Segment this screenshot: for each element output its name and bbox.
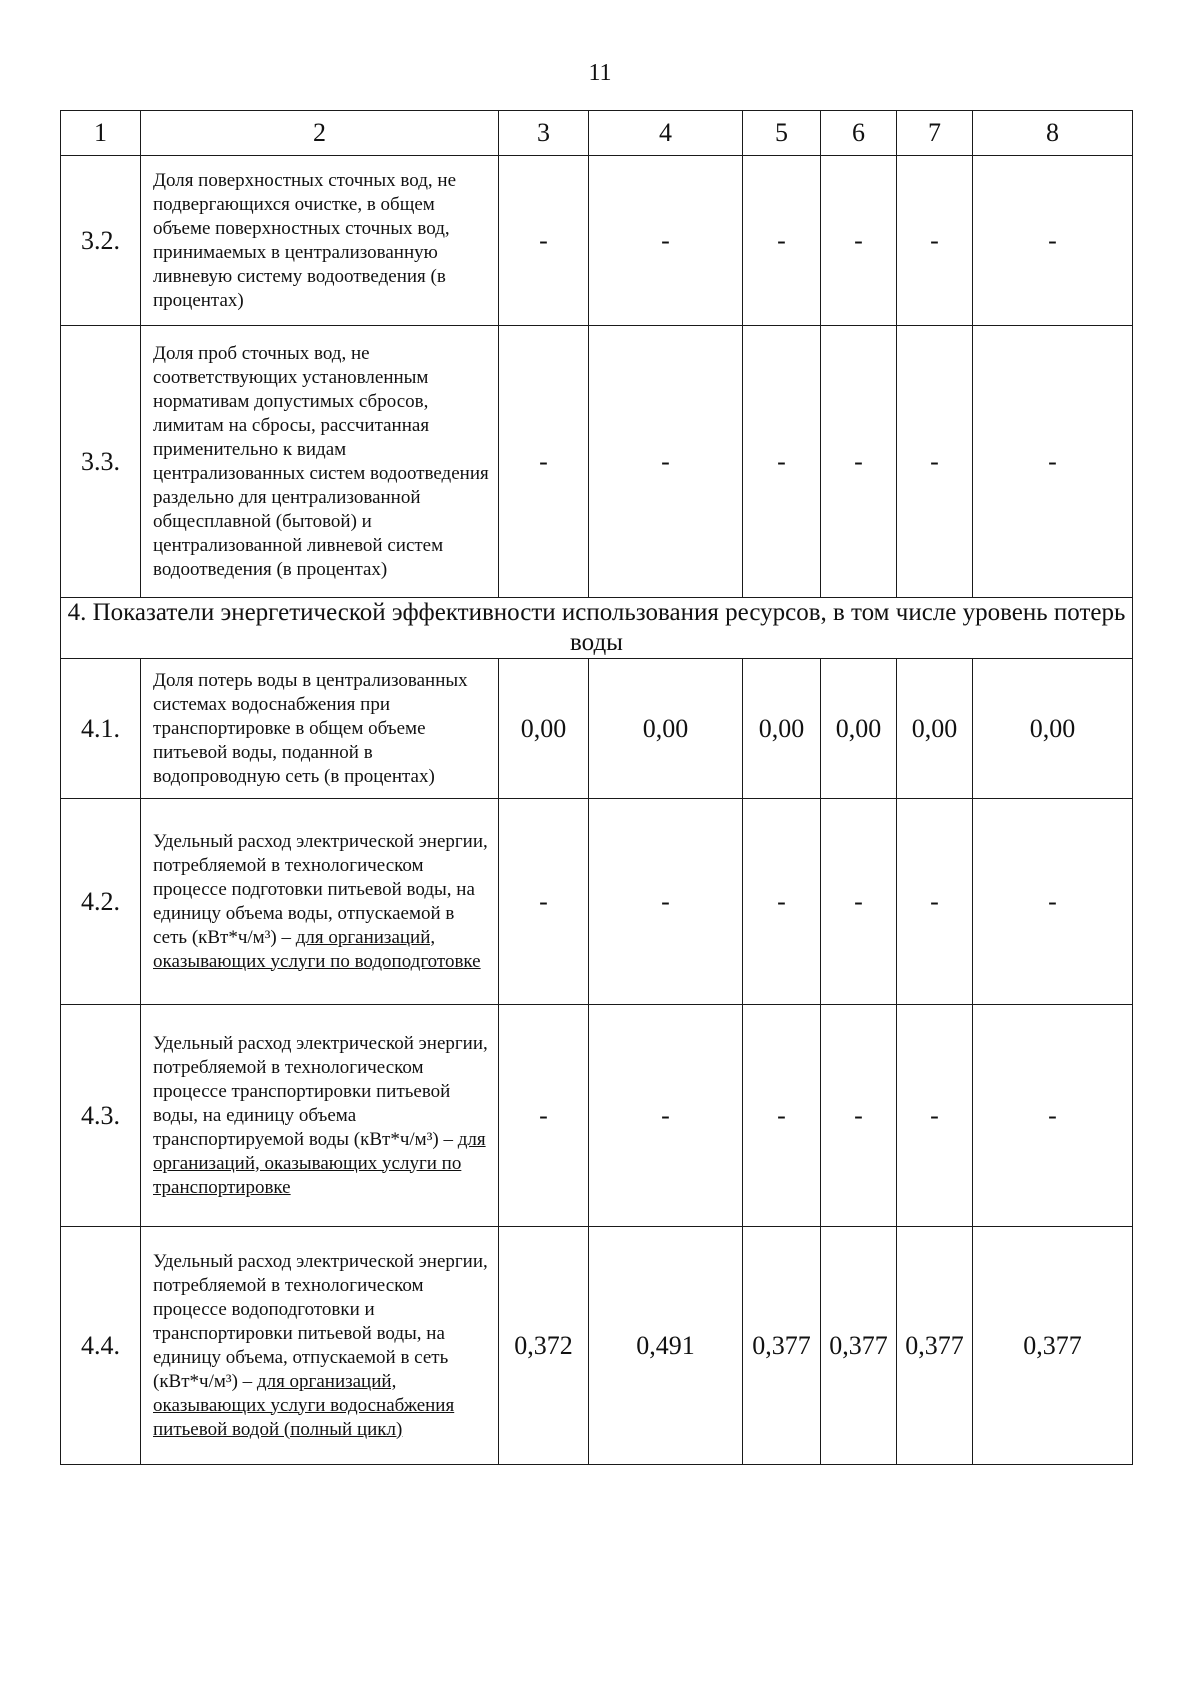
row-value: -	[589, 799, 743, 1005]
row-value: -	[589, 1005, 743, 1227]
row-value: 0,377	[973, 1227, 1133, 1465]
row-description: Доля проб сточных вод, не соответствующих установленным нормативам допустимых сбросов, лимитам на сбросы, рассчитанная применительно к видам централизованных систем водоотведения раздельно для централизованной общесплавной (бытовой) и централизованной ливневой систем водоотведения (в процентах)	[141, 326, 499, 598]
row-value: 0,377	[897, 1227, 973, 1465]
row-value: -	[743, 799, 821, 1005]
indicators-table	[60, 110, 1133, 1465]
table-row	[61, 156, 1133, 326]
row-value: 0,00	[973, 659, 1133, 799]
row-description-text: Удельный расход электрической энергии, потребляемой в технологическом процессе подготовки питьевой воды, на единицу объема воды, отпускаемой в сеть (кВт*ч/м³) –	[153, 830, 488, 948]
section-4-title: 4. Показатели энергетической эффективности использования ресурсов, в том числе уровень потерь воды	[61, 598, 1133, 659]
row-value: -	[499, 1005, 589, 1227]
row-description	[141, 1227, 499, 1465]
row-value: -	[589, 326, 743, 598]
column-number: 4	[589, 111, 743, 156]
row-value: 0,377	[821, 1227, 897, 1465]
row-value: 0,491	[589, 1227, 743, 1465]
table-row	[61, 326, 1133, 598]
row-value: 0,377	[743, 1227, 821, 1465]
table-row	[61, 799, 1133, 1005]
row-number: 3.2.	[61, 156, 141, 326]
row-value: -	[589, 156, 743, 326]
row-value: -	[973, 326, 1133, 598]
row-value: -	[821, 799, 897, 1005]
row-value: -	[897, 156, 973, 326]
row-value: 0,372	[499, 1227, 589, 1465]
row-description-text: Удельный расход электрической энергии, потребляемой в технологическом процессе транспортировки питьевой воды, на единицу объема транспортируемой воды (кВт*ч/м³) –	[153, 1032, 488, 1150]
row-number: 4.4.	[61, 1227, 141, 1465]
row-value: -	[897, 326, 973, 598]
column-number: 2	[141, 111, 499, 156]
row-value: -	[973, 799, 1133, 1005]
row-number: 3.3.	[61, 326, 141, 598]
column-number: 5	[743, 111, 821, 156]
table-row	[61, 1227, 1133, 1465]
row-value: 0,00	[821, 659, 897, 799]
row-value: -	[743, 156, 821, 326]
row-value: -	[499, 156, 589, 326]
row-value: 0,00	[499, 659, 589, 799]
row-value: 0,00	[897, 659, 973, 799]
row-description-underlined: для организаций, оказывающих услуги водоснабжения питьевой водой (полный цикл)	[153, 1370, 455, 1440]
row-value: -	[821, 156, 897, 326]
row-number: 4.1.	[61, 659, 141, 799]
row-number: 4.3.	[61, 1005, 141, 1227]
column-number: 1	[61, 111, 141, 156]
column-number: 7	[897, 111, 973, 156]
row-value: -	[821, 326, 897, 598]
page-number: 11	[588, 60, 612, 86]
column-number: 3	[499, 111, 589, 156]
row-value: -	[973, 156, 1133, 326]
column-number: 6	[821, 111, 897, 156]
row-value: -	[897, 1005, 973, 1227]
row-description: Доля поверхностных сточных вод, не подвергающихся очистке, в общем объеме поверхностных сточных вод, принимаемых в централизованную ливневую систему водоотведения (в процентах)	[141, 156, 499, 326]
row-value: -	[897, 799, 973, 1005]
column-number-header-row	[61, 111, 1133, 156]
row-value: 0,00	[589, 659, 743, 799]
row-value: 0,00	[743, 659, 821, 799]
row-value: -	[973, 1005, 1133, 1227]
row-number: 4.2.	[61, 799, 141, 1005]
row-value: -	[499, 326, 589, 598]
row-description	[141, 799, 499, 1005]
row-description	[141, 1005, 499, 1227]
row-value: -	[743, 1005, 821, 1227]
row-value: -	[743, 326, 821, 598]
row-description-underlined: для организаций, оказывающих услуги по транспортировке	[153, 1128, 486, 1198]
row-value: -	[821, 1005, 897, 1227]
table-row	[61, 1005, 1133, 1227]
row-description-text: Удельный расход электрической энергии, потребляемой в технологическом процессе водоподготовки и транспортировки питьевой воды, на единицу объема, отпускаемой в сеть (кВт*ч/м³) –	[153, 1250, 488, 1392]
column-number: 8	[973, 111, 1133, 156]
row-description-underlined: для организаций, оказывающих услуги по водоподготовке	[153, 926, 481, 972]
row-value: -	[499, 799, 589, 1005]
row-description: Доля потерь воды в централизованных системах водоснабжения при транспортировке в общем объеме питьевой воды, поданной в водопроводную сеть (в процентах)	[141, 659, 499, 799]
table-row	[61, 659, 1133, 799]
section-heading-row	[61, 598, 1133, 659]
